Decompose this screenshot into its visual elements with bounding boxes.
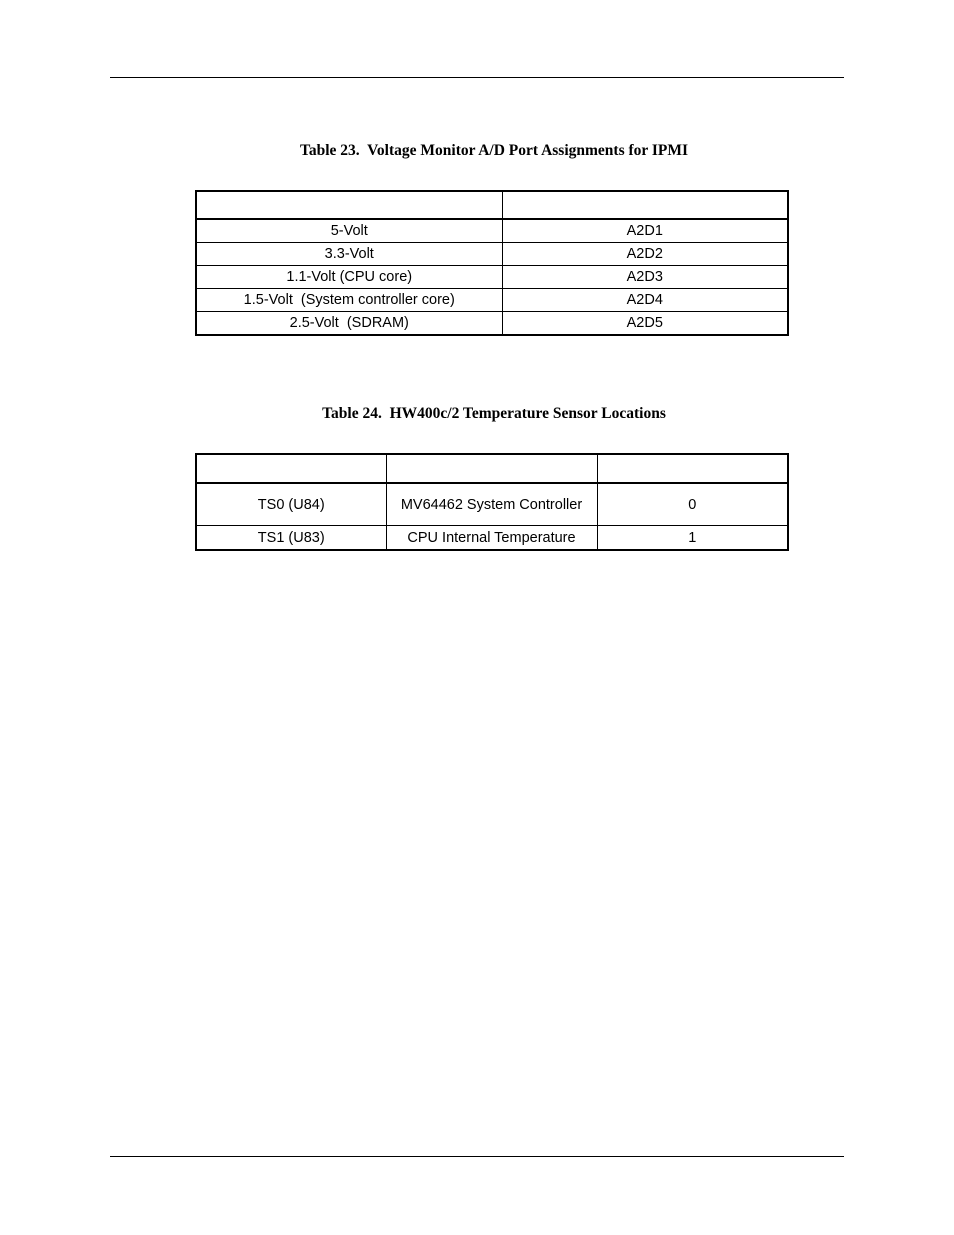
location-cell: MV64462 System Controller (386, 483, 597, 526)
port-cell: A2D4 (502, 289, 788, 312)
voltage-cell: 5-Volt (196, 219, 502, 243)
footer-rule (110, 1156, 844, 1157)
index-cell: 0 (597, 483, 788, 526)
header-cell-voltage (196, 191, 502, 219)
location-cell: CPU Internal Temperature (386, 526, 597, 551)
header-cell-port (502, 191, 788, 219)
sensor-cell: TS0 (U84) (196, 483, 386, 526)
voltage-cell: 3.3-Volt (196, 243, 502, 266)
voltage-cell: 1.1-Volt (CPU core) (196, 266, 502, 289)
port-cell: A2D1 (502, 219, 788, 243)
table-header-row (196, 454, 788, 483)
header-cell-sensor (196, 454, 386, 483)
sensor-cell: TS1 (U83) (196, 526, 386, 551)
table-row (196, 266, 788, 289)
table-row (196, 219, 788, 243)
table-row (196, 243, 788, 266)
voltage-monitor-table (195, 190, 789, 336)
table-row (196, 289, 788, 312)
header-cell-index (597, 454, 788, 483)
table-23-caption: Table 23. Voltage Monitor A/D Port Assignments for IPMI (299, 142, 689, 159)
temperature-sensor-table (195, 453, 789, 551)
header-rule (110, 77, 844, 78)
port-cell: A2D3 (502, 266, 788, 289)
table-header-row (196, 191, 788, 219)
header-cell-location (386, 454, 597, 483)
port-cell: A2D5 (502, 312, 788, 336)
port-cell: A2D2 (502, 243, 788, 266)
table-row (196, 526, 788, 551)
table-24-caption: Table 24. HW400c/2 Temperature Sensor Locations (322, 405, 666, 422)
voltage-cell: 2.5-Volt (SDRAM) (196, 312, 502, 336)
table-row (196, 483, 788, 526)
index-cell: 1 (597, 526, 788, 551)
voltage-cell: 1.5-Volt (System controller core) (196, 289, 502, 312)
table-row (196, 312, 788, 336)
